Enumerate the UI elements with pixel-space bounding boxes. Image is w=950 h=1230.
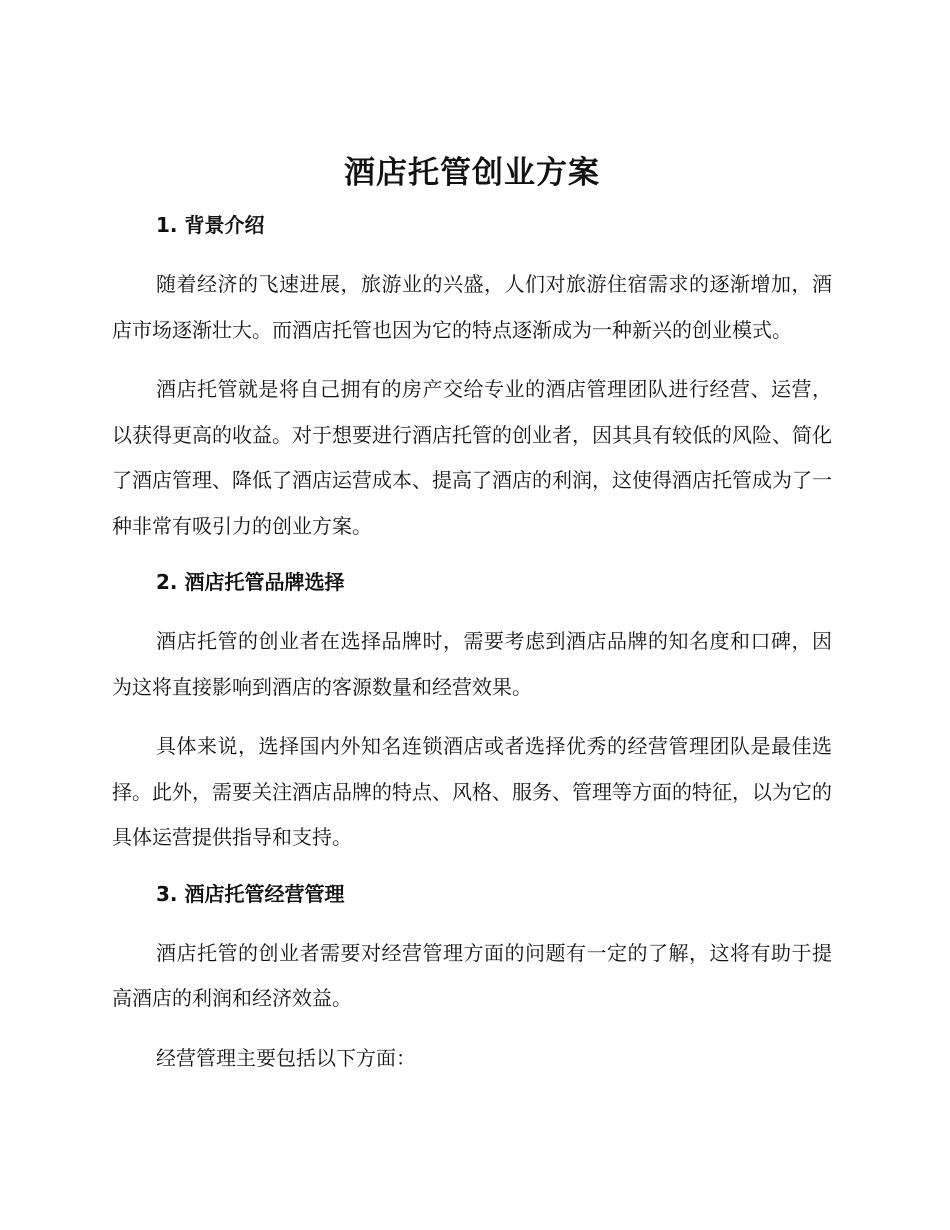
paragraph: 酒店托管就是将自己拥有的房产交给专业的酒店管理团队进行经营、运营，以获得更高的收益。对于想要进行酒店托管的创业者，因其具有较低的风险、简化了酒店管理、降低了酒店运营成本、提高了酒店的利润，这使得酒店托管成为了一种非常有吸引力的创业方案。 (112, 377, 832, 538)
section-background (112, 210, 832, 549)
paragraph: 经营管理主要包括以下方面： (156, 1045, 416, 1070)
section-brand-selection (112, 567, 832, 861)
paragraph: 酒店托管的创业者在选择品牌时，需要考虑到酒店品牌的知名度和口碑，因为这将直接影响到酒店的客源数量和经营效果。 (112, 629, 832, 699)
section-operations-management (112, 879, 832, 1082)
section-heading: 3. 酒店托管经营管理 (156, 881, 345, 906)
paragraph: 随着经济的飞速进展，旅游业的兴盛，人们对旅游住宿需求的逐渐增加，酒店市场逐渐壮大。而酒店托管也因为它的特点逐渐成为一种新兴的创业模式。 (112, 272, 832, 342)
section-heading: 2. 酒店托管品牌选择 (156, 570, 345, 594)
paragraph: 酒店托管的创业者需要对经营管理方面的问题有一定的了解，这将有助于提高酒店的利润和经济效益。 (112, 940, 832, 1010)
paragraph: 具体来说，选择国内外知名连锁酒店或者选择优秀的经营管理团队是最佳选择。此外，需要关注酒店品牌的特点、风格、服务、管理等方面的特征，以为它的具体运营提供指导和支持。 (112, 734, 832, 849)
document-title: 酒店托管创业方案 (344, 155, 600, 191)
section-heading: 1. 背景介绍 (156, 213, 265, 237)
